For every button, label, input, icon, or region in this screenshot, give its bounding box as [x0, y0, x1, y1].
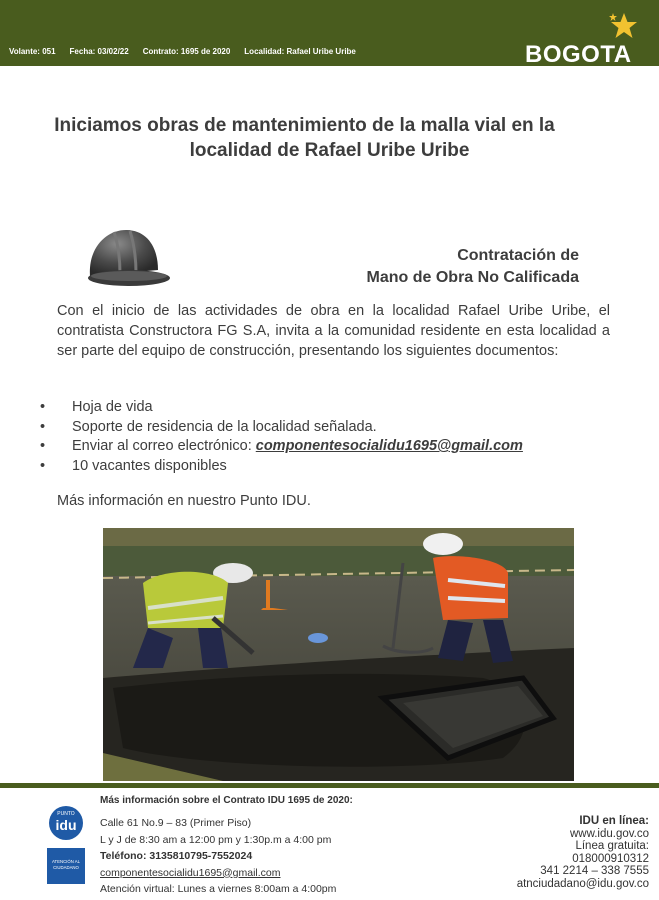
footer-divider — [0, 783, 659, 788]
requirement-vacancies: 10 vacantes disponibles — [72, 457, 227, 474]
address: Calle 61 No.9 – 83 (Primer Piso) — [100, 817, 252, 829]
idu-brand-text: idu — [55, 817, 77, 833]
title-line-2: localidad de Rafael Uribe Uribe — [189, 140, 470, 161]
punto-text: PUNTO — [57, 811, 75, 817]
requirements-list — [40, 398, 523, 476]
list-item — [40, 418, 523, 438]
requirement-cv: Hoja de vida — [72, 399, 153, 415]
header-meta — [9, 47, 370, 56]
free-line-number: 018000910312 — [572, 852, 649, 865]
date: Fecha: 03/02/22 — [69, 47, 129, 56]
footer-online — [517, 815, 649, 890]
free-line-label: Línea gratuita: — [575, 840, 649, 852]
page-title — [0, 113, 659, 163]
email-link[interactable]: componentesocialidu1695@gmail.com — [255, 438, 523, 454]
subtitle — [367, 245, 579, 289]
ciudadano-text: CIUDADANO — [53, 865, 79, 870]
list-item — [40, 457, 523, 477]
requirement-email-label: Enviar al correo electrónico: — [72, 438, 256, 454]
list-item — [40, 437, 523, 457]
contact-email-link[interactable]: atnciudadano@idu.gov.co — [516, 877, 649, 890]
virtual-hours: Atención virtual: Lunes a viernes 8:00am a 4:00pm — [100, 883, 337, 895]
volante-number: Volante: 051 — [9, 47, 56, 56]
intro-paragraph: Con el inicio de las actividades de obra en la localidad Rafael Uribe Uribe, el contratista Constructora FG S.A, invita a la comunidad residente en esta localidad a ser parte del equipo de construcción, presentando los siguientes documentos: — [57, 303, 610, 359]
title-line-1: Iniciamos obras de mantenimiento de la malla vial en la — [54, 115, 555, 136]
requirement-residence: Soporte de residencia de la localidad señalada. — [72, 418, 377, 435]
logo-text: BOGOTA — [525, 41, 632, 68]
subtitle-line-1: Contratación de — [457, 247, 579, 264]
header-bar — [0, 0, 659, 66]
locality: Localidad: Rafael Uribe Uribe — [244, 47, 356, 56]
bogota-logo — [525, 11, 653, 68]
road-work-photo — [103, 528, 574, 781]
hard-hat-icon — [84, 226, 170, 290]
subtitle-line-2: Mano de Obra No Calificada — [366, 269, 579, 286]
footer-email-link[interactable]: componentesocialidu1695@gmail.com — [100, 866, 281, 879]
footer-title: Más información sobre el Contrato IDU 1695 de 2020: — [100, 795, 353, 806]
online-title: IDU en línea: — [579, 815, 649, 827]
contract-number: Contrato: 1695 de 2020 — [142, 47, 231, 56]
hours: L y J de 8:30 am a 12:00 pm y 1:30p.m a 4:00 pm — [100, 833, 332, 846]
website-link[interactable]: www.idu.gov.co — [569, 827, 649, 840]
star-icon — [609, 11, 639, 41]
phone: Teléfono: 3135810795-7552024 — [100, 850, 253, 862]
more-info-text: Más información en nuestro Punto IDU. — [57, 493, 311, 509]
phone-numbers: 341 2214 – 338 7555 — [540, 865, 649, 877]
footer-contact — [100, 815, 336, 898]
atencion-text: ATENCIÓN AL — [51, 859, 81, 864]
list-item — [40, 398, 523, 418]
punto-idu-logo — [47, 806, 85, 884]
